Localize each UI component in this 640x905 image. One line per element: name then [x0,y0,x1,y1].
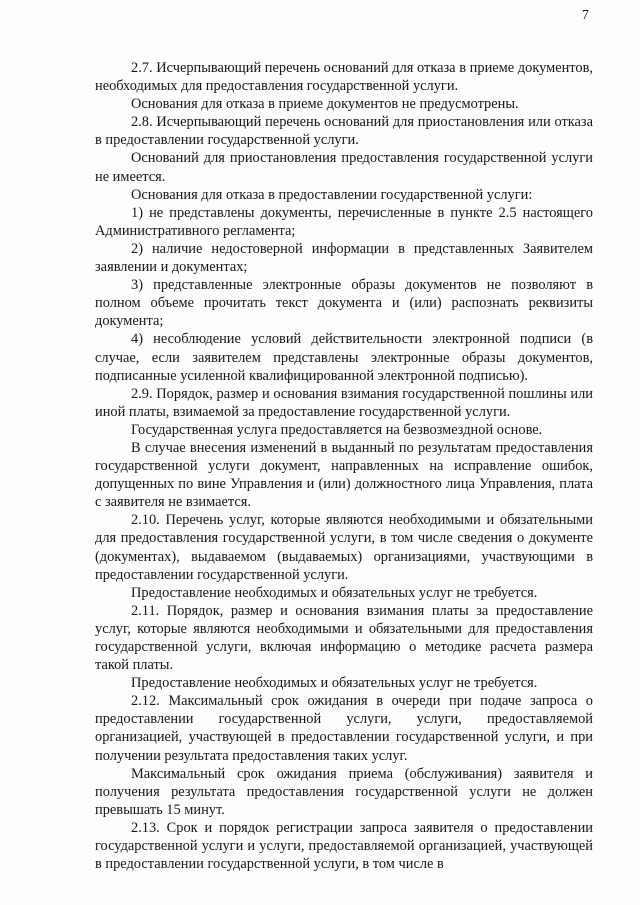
document-body [95,59,593,873]
paragraph: Оснований для приостановления предоставления государственной услуги не имеется. [95,150,593,185]
paragraph-2-9: 2.9. Порядок, размер и основания взимания государственной пошлины или иной платы, взимаемой за предоставление государственной услуги. [95,385,593,420]
list-item: 1) не представлены документы, перечисленные в пункте 2.5 настоящего Административного регламента; [95,204,593,239]
paragraph: Предоставление необходимых и обязательных услуг не требуется. [131,584,538,601]
paragraph-2-13: 2.13. Срок и порядок регистрации запроса заявителя о предоставлении государственной услуги и услуги, предоставляемой организацией, участвующей в предоставлении государственной услуги, в том числе в [95,819,593,873]
paragraph-2-10: 2.10. Перечень услуг, которые являются необходимыми и обязательными для предоставления государственной услуги, в том числе сведения о документе (документах), выдаваемом (выдаваемых) организациями, участвующими в предоставлении государственной услуги. [95,512,593,583]
list-item: 3) представленные электронные образы документов не позволяют в полном объеме прочитать текст документа и (или) распознать реквизиты документа; [95,277,593,330]
paragraph: В случае внесения изменений в выданный по результатам предоставления государственной услуги документ, направленных на исправление ошибок, допущенных по вине Управления и (или) должностного лица Управления, плата с заявителя не взимается. [95,439,593,511]
paragraph-2-12: 2.12. Максимальный срок ожидания в очереди при подаче запроса о предоставлении государственной услуги, услуги, предоставляемой организацией, участвующей в предоставлении государственной услуги, и при получении результата предоставления таких услуг. [95,693,593,764]
paragraph: Государственная услуга предоставляется на безвозмездной основе. [131,421,543,438]
paragraph-2-7: 2.7. Исчерпывающий перечень оснований для отказа в приеме документов, необходимых для предоставления государственной услуги. [95,60,593,95]
paragraph: Предоставление необходимых и обязательных услуг не требуется. [131,675,538,692]
paragraph: Основания для отказа в предоставлении государственной услуги: [131,186,533,203]
paragraph: Максимальный срок ожидания приема (обслуживания) заявителя и получения результата предоставления государственной услуги не должен превышать 15 минут. [95,765,593,818]
page-number: 7 [582,7,589,22]
paragraph-2-8: 2.8. Исчерпывающий перечень оснований для приостановления или отказа в предоставлении государственной услуги. [95,114,593,149]
list-item: 2) наличие недостоверной информации в представленных Заявителем заявлении и документах; [95,240,593,276]
paragraph: Основания для отказа в приеме документов не предусмотрены. [131,96,519,113]
paragraph-2-11: 2.11. Порядок, размер и основания взимания платы за предоставление услуг, которые являются необходимыми и обязательными для предоставления государственной услуги, включая информацию о методике расчета размера такой платы. [95,602,593,674]
list-item: 4) несоблюдение условий действительности электронной подписи (в случае, если заявителем представлены электронные образы документов, подписанные усиленной квалифицированной электронной подписью). [95,331,593,384]
